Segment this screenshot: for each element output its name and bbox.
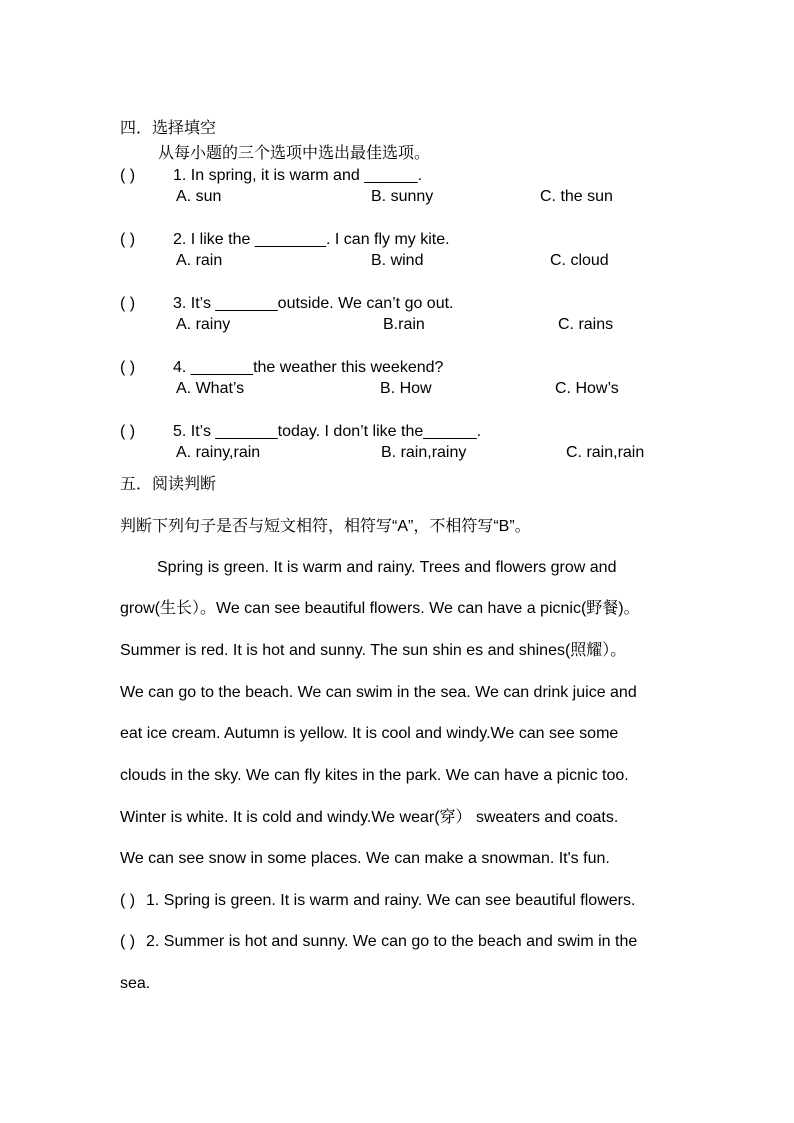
section-4-instruction: 从每小题的三个选项中选出最佳选项。 <box>158 145 431 162</box>
passage-line: We can see snow in some places. We can make a snowman. It's fun. <box>120 850 610 867</box>
answer-blank[interactable]: ( ) <box>120 933 136 950</box>
answer-blank[interactable]: ( ) <box>120 892 136 909</box>
question-row <box>120 358 680 378</box>
section-5-instruction: 判断下列句子是否与短文相符，相符写“A”，不相符写“B”。 <box>120 518 531 535</box>
judgment-text: 1. Spring is green. It is warm and rainy. We can see beautiful flowers. <box>146 892 636 909</box>
option-c: C. rains <box>558 316 614 333</box>
option-b: B. wind <box>371 252 424 269</box>
option-b: B.rain <box>383 316 425 333</box>
option-c: C. rain,rain <box>566 444 645 461</box>
option-a: A. What’s <box>176 380 245 397</box>
option-c: C. the sun <box>540 188 613 205</box>
section-5-title: 五．阅读判断 <box>120 476 217 493</box>
answer-blank[interactable]: ( ) <box>120 359 136 376</box>
question-text: 4. _______the weather this weekend? <box>173 359 444 376</box>
judgment-item <box>120 891 635 911</box>
option-b: B. rain,rainy <box>381 444 467 461</box>
judgment-text: 2. Summer is hot and sunny. We can go to the beach and swim in the <box>146 933 638 950</box>
question-row <box>120 166 680 186</box>
option-b: B. How <box>380 380 432 397</box>
option-a: A. rainy,rain <box>176 444 261 461</box>
options-row <box>0 443 794 463</box>
answer-blank[interactable]: ( ) <box>120 423 136 440</box>
passage-line: Spring is green. It is warm and rainy. Trees and flowers grow and <box>157 559 617 576</box>
option-a: A. rain <box>176 252 223 269</box>
options-row <box>0 187 794 207</box>
options-row <box>0 379 794 399</box>
option-a: A. sun <box>176 188 222 205</box>
options-row <box>0 315 794 335</box>
passage-line: clouds in the sky. We can fly kites in the park. We can have a picnic too. <box>120 767 629 784</box>
question-text: 5. It’s _______today. I don’t like the______. <box>173 423 482 440</box>
passage-line: eat ice cream. Autumn is yellow. It is cool and windy.We can see some <box>120 725 619 742</box>
passage-line: We can go to the beach. We can swim in the sea. We can drink juice and <box>120 684 637 701</box>
question-row <box>120 230 680 250</box>
judgment-continuation: sea. <box>120 975 151 992</box>
passage-line: Summer is red. It is hot and sunny. The sun shin es and shines(照耀）。 <box>120 642 627 659</box>
option-c: C. cloud <box>550 252 609 269</box>
answer-blank[interactable]: ( ) <box>120 295 136 312</box>
options-row <box>0 251 794 271</box>
answer-blank[interactable]: ( ) <box>120 167 136 184</box>
answer-blank[interactable]: ( ) <box>120 231 136 248</box>
passage-line: Winter is white. It is cold and windy.We wear(穿） sweaters and coats. <box>120 809 619 826</box>
question-text: 3. It’s _______outside. We can’t go out. <box>173 295 454 312</box>
option-c: C. How’s <box>555 380 619 397</box>
question-text: 1. In spring, it is warm and ______. <box>173 167 423 184</box>
option-b: B. sunny <box>371 188 434 205</box>
question-row <box>120 422 680 442</box>
option-a: A. rainy <box>176 316 231 333</box>
passage-line: grow(生长）。We can see beautiful flowers. We can have a picnic(野餐)。 <box>120 600 640 617</box>
section-4-title: 四．选择填空 <box>120 120 217 137</box>
question-row <box>120 294 680 314</box>
judgment-item <box>120 932 637 952</box>
question-text: 2. I like the ________. I can fly my kite. <box>173 231 450 248</box>
